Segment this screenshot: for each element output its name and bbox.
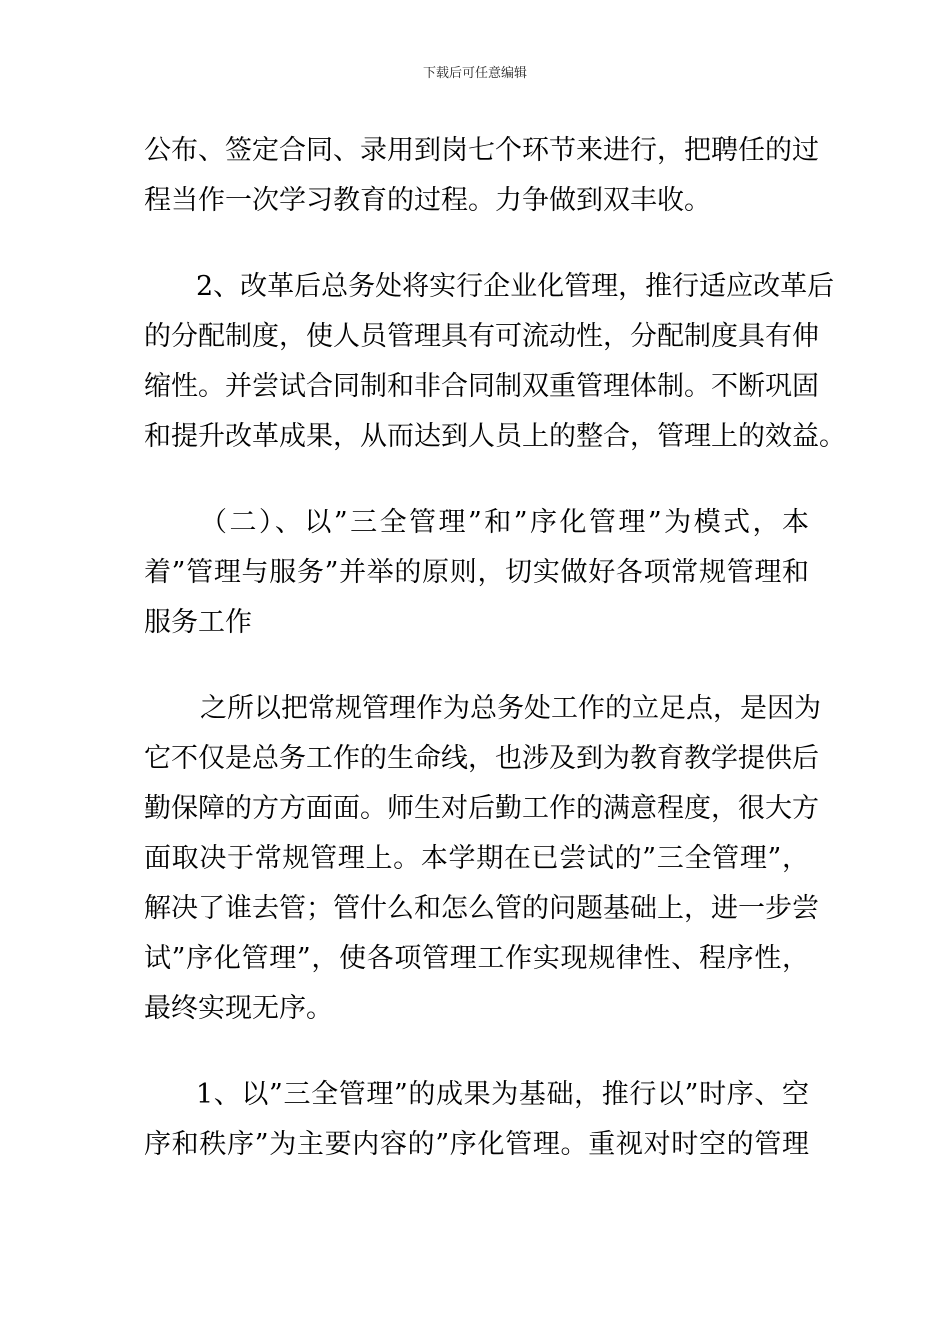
paragraph-gap <box>144 648 809 684</box>
text-line: 最终实现无序。 <box>144 993 333 1024</box>
text-line: 解决了谁去管；管什么和怎么管的问题基础上，进一步尝 <box>144 893 819 924</box>
paragraph-gap <box>144 226 809 262</box>
text-line: 它不仅是总务工作的生命线，也涉及到为教育教学提供后 <box>144 743 819 774</box>
paragraph-gap <box>144 1034 809 1070</box>
page-header: 下载后可任意编辑 <box>422 66 527 81</box>
text-line: （二）、以”三全管理”和”序化管理”为模式，本 <box>200 507 809 538</box>
text-line: 2、改革后总务处将实行企业化管理，推行适应改革后 <box>196 271 835 302</box>
document-body <box>144 126 846 1170</box>
text-line: 服务工作 <box>144 607 252 638</box>
text-line: 试”序化管理”，使各项管理工作实现规律性、程序性， <box>144 943 809 974</box>
text-line: 1、以”三全管理”的成果为基础，推行以”时序、空 <box>196 1079 809 1110</box>
text-line: 和提升改革成果，从而达到人员上的整合，管理上的效益。 <box>144 421 846 452</box>
paragraph-4 <box>144 1070 809 1170</box>
text-line: 勤保障的方方面面。师生对后勤工作的满意程度，很大方 <box>144 793 819 824</box>
section-heading-2 <box>144 498 809 648</box>
text-line: 缩性。并尝试合同制和非合同制双重管理体制。不断巩固 <box>144 371 819 402</box>
paragraph-3 <box>144 684 821 1034</box>
paragraph-gap <box>144 462 809 498</box>
text-line: 的分配制度，使人员管理具有可流动性，分配制度具有伸 <box>144 321 819 352</box>
text-line: 之所以把常规管理作为总务处工作的立足点，是因为 <box>200 693 821 724</box>
paragraph-2 <box>144 262 846 462</box>
text-line: 序和秩序”为主要内容的”序化管理。重视对时空的管理 <box>144 1129 809 1160</box>
paragraph-1 <box>144 126 819 226</box>
text-line: 程当作一次学习教育的过程。力争做到双丰收。 <box>144 185 711 216</box>
text-line: 公布、签定合同、录用到岗七个环节来进行，把聘任的过 <box>144 135 819 166</box>
text-line: 着”管理与服务”并举的原则，切实做好各项常规管理和 <box>144 557 809 588</box>
text-line: 面取决于常规管理上。本学期在已尝试的”三全管理”， <box>144 843 809 874</box>
